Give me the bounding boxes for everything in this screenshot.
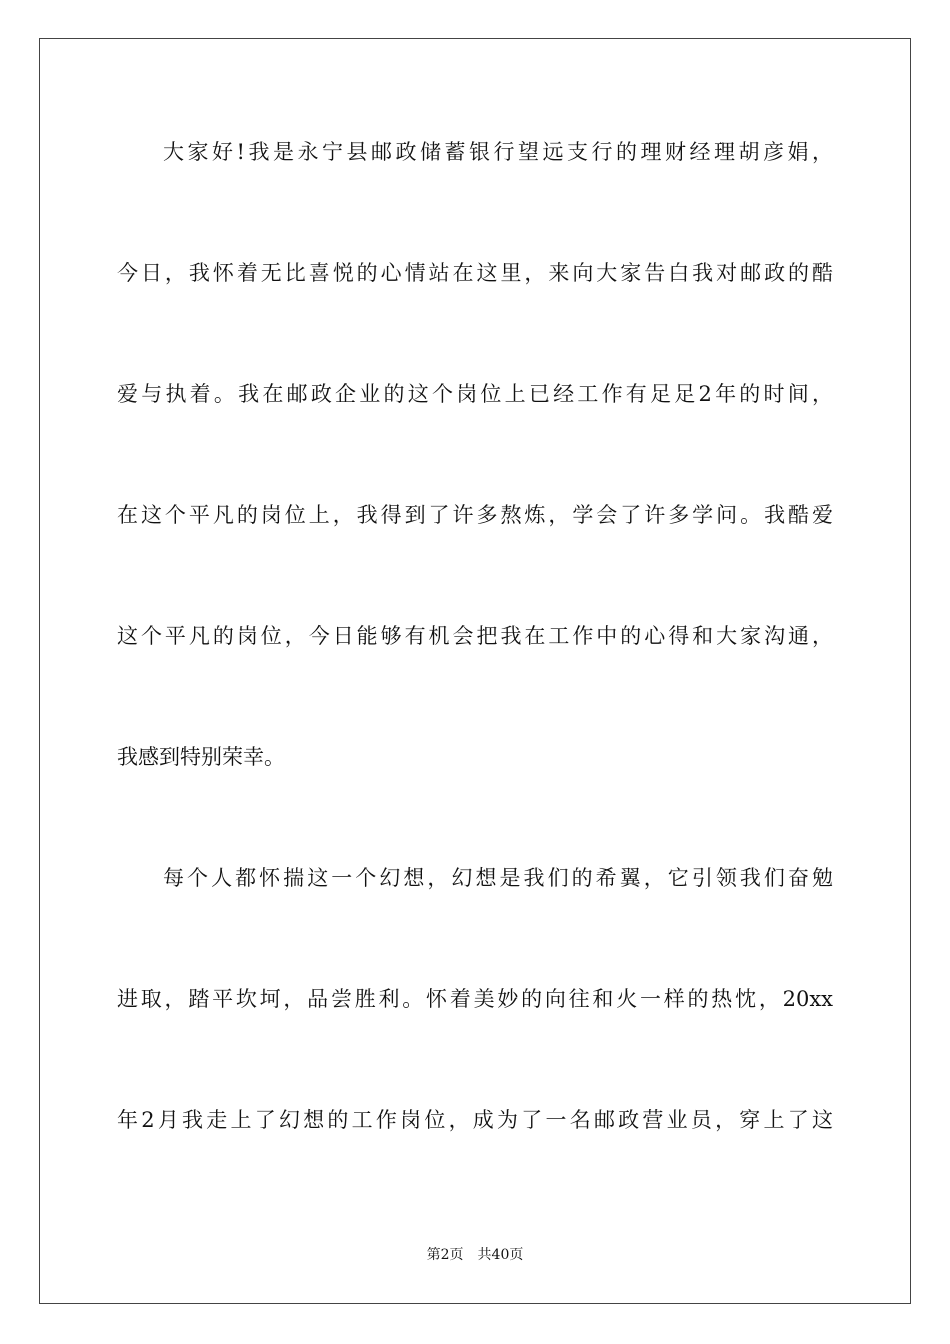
paragraph-2-line-1: 每个人都怀揣这一个幻想，幻想是我们的希翼，它引领我们奋勉 bbox=[163, 866, 833, 890]
paragraph-1-line-5: 这个平凡的岗位，今日能够有机会把我在工作中的心得和大家沟通， bbox=[117, 624, 833, 648]
paragraph-2-line-2: 进取，踏平坎坷，品尝胜利。怀着美妙的向往和火一样的热忱，20xx bbox=[117, 987, 833, 1011]
paragraph-1-line-2: 今日，我怀着无比喜悦的心情站在这里，来向大家告白我对邮政的酷 bbox=[117, 261, 833, 285]
total-pages: 共40页 bbox=[477, 1247, 524, 1263]
paragraph-1-line-1: 大家好!我是永宁县邮政储蓄银行望远支行的理财经理胡彦娟， bbox=[163, 140, 833, 164]
page-number: 第2页 bbox=[426, 1247, 464, 1263]
paragraph-2-line-3: 年2月我走上了幻想的工作岗位，成为了一名邮政营业员，穿上了这 bbox=[117, 1108, 833, 1132]
paragraph-1-line-4: 在这个平凡的岗位上，我得到了许多熬炼，学会了许多学问。我酷爱 bbox=[117, 503, 833, 527]
paragraph-1-line-3: 爱与执着。我在邮政企业的这个岗位上已经工作有足足2年的时间， bbox=[117, 382, 833, 406]
page-footer bbox=[0, 1246, 950, 1264]
paragraph-1-line-6: 我感到特别荣幸。 bbox=[117, 745, 285, 769]
